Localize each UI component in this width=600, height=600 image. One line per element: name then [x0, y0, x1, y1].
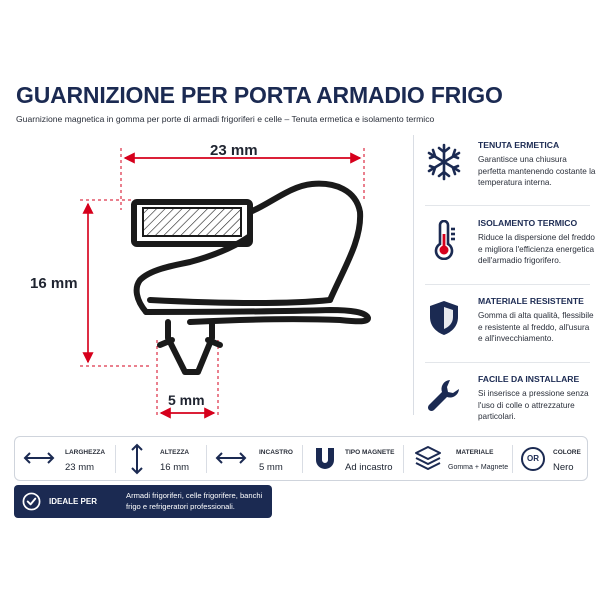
ideal-for-label: IDEALE PER [49, 497, 98, 506]
dimension-arrows [88, 158, 360, 413]
feature-description: Gomma di alta qualità, flessibile e resistente al freddo, all'usura e all'invecchiamento. [478, 311, 594, 344]
feature-isolamento-termico [416, 216, 596, 292]
ideal-for-banner [14, 485, 272, 518]
height-arrows-icon [130, 443, 144, 475]
spec-value: 23 mm [65, 462, 95, 473]
check-circle-icon [22, 492, 41, 511]
spec-value: Nero [553, 462, 574, 473]
width-arrows-icon [23, 451, 55, 465]
feature-description: Riduce la dispersione del freddo e migliora l'efficienza energetica dell'armadio frigorifero. [478, 233, 595, 266]
magnet-insert [143, 208, 241, 236]
spec-colore [513, 437, 586, 480]
height-dimension-label: 16 mm [30, 275, 78, 292]
spec-materiale [404, 437, 512, 480]
thermometer-icon [424, 220, 464, 260]
insert-arrows-icon [215, 451, 247, 465]
specs-bar [14, 436, 588, 481]
spec-label: COLORE [553, 449, 581, 456]
shield-icon [424, 298, 464, 338]
spec-tipo-magnete [303, 437, 403, 480]
spec-value: 5 mm [259, 462, 283, 473]
feature-divider [425, 284, 590, 285]
spec-value: Gomma + Magnete [448, 464, 509, 471]
spec-value: Ad incastro [345, 462, 393, 473]
feature-tenuta-ermetica [416, 138, 596, 214]
feature-materiale-resistente [416, 294, 596, 370]
spec-incastro [207, 437, 302, 480]
feature-title: FACILE DA INSTALLARE [478, 374, 580, 384]
feature-title: MATERIALE RESISTENTE [478, 296, 584, 306]
feature-description: Si inserisce a pressione senza l'uso di colle o attrezzature particolari. [478, 389, 589, 422]
snowflake-icon [424, 142, 464, 182]
spec-altezza [116, 437, 206, 480]
spec-value: 16 mm [160, 462, 190, 473]
column-divider [413, 135, 414, 415]
spec-label: ALTEZZA [160, 449, 190, 456]
color-or-icon: OR [521, 447, 545, 471]
spec-label: LARGHEZZA [65, 449, 106, 456]
spec-larghezza [15, 437, 115, 480]
spec-label: TIPO MAGNETE [345, 449, 395, 456]
page-subtitle: Guarnizione magnetica in gomma per porte di armadi frigoriferi e celle – Tenuta ermetica e isolamento termico [16, 114, 435, 124]
base-dimension-label: 5 mm [168, 392, 205, 408]
spec-label: INCASTRO [259, 449, 293, 456]
feature-description: Garantisce una chiusura perfetta mantenendo costante la temperatura interna. [478, 155, 596, 188]
spec-label: MATERIALE [456, 449, 494, 456]
magnet-icon [313, 446, 337, 472]
wrench-icon [424, 376, 464, 416]
feature-divider [425, 362, 590, 363]
feature-divider [425, 205, 590, 206]
ideal-for-text: Armadi frigoriferi, celle frigorifere, banchi frigo e refrigeratori professionali. [126, 491, 263, 511]
layers-icon [414, 445, 442, 471]
feature-title: ISOLAMENTO TERMICO [478, 218, 578, 228]
feature-title: TENUTA ERMETICA [478, 140, 560, 150]
dimension-lines [80, 148, 364, 418]
width-dimension-label: 23 mm [210, 142, 258, 159]
page-title: GUARNIZIONE PER PORTA ARMADIO FRIGO [16, 82, 503, 108]
